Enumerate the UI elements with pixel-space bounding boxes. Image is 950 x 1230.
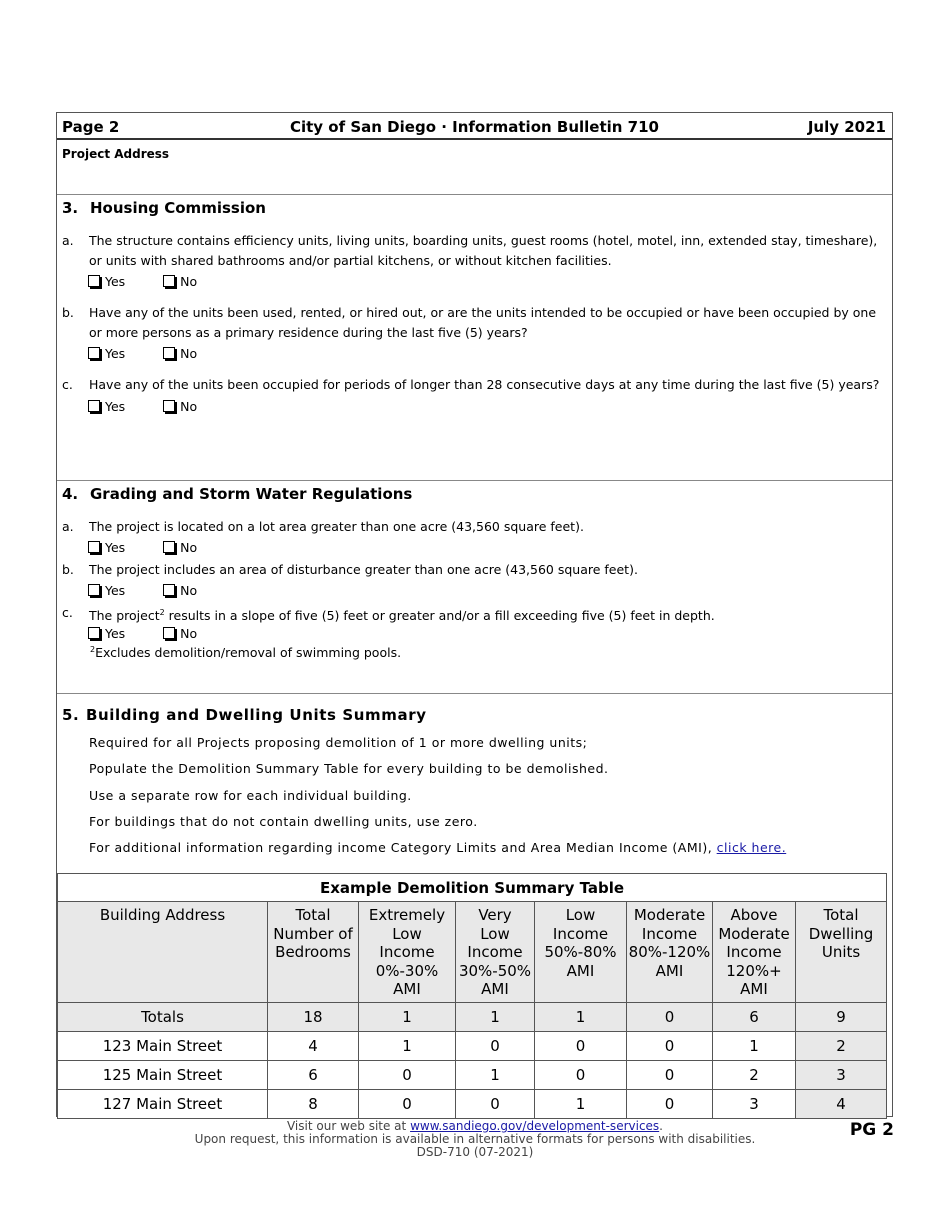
checkbox-icon: [88, 627, 100, 639]
section-5-title: 5. Building and Dwelling Units Summary: [62, 706, 427, 724]
table-cell: 0: [359, 1090, 456, 1119]
footnote: $^2$Excludes demolition/removal of swimming pools.: [90, 645, 402, 661]
yes-checkbox[interactable]: Yes: [88, 583, 125, 598]
instruction-line: Required for all Projects proposing demolition of 1 or more dwelling units;: [89, 735, 588, 750]
column-header: Total Number of Bedrooms: [268, 902, 359, 1003]
checkbox-icon: [163, 627, 175, 639]
checkbox-icon: [88, 347, 100, 359]
table-cell: 0: [627, 1090, 713, 1119]
column-header: Low Income 50%-80% AMI: [535, 902, 627, 1003]
table-header-row: [58, 902, 887, 1003]
table-cell: 3: [796, 1061, 887, 1090]
checkbox-icon: [163, 541, 175, 553]
table-cell: 8: [268, 1090, 359, 1119]
bulletin-page-frame: [56, 112, 893, 1117]
question-4c: c. The project$^2$ results in a slope of five (5) feet or greater and/or a fill exceeding five (5) feet in depth.: [62, 605, 715, 624]
project-address-label: Project Address: [62, 147, 170, 161]
question-4b: b. The project includes an area of disturbance greater than one acre (43,560 square feet).: [62, 562, 638, 577]
ami-info-line: For additional information regarding income Category Limits and Area Median Income (AMI), click here.: [89, 840, 787, 855]
column-header: Extremely Low Income 0%-30% AMI: [359, 902, 456, 1003]
accessibility-note: Upon request, this information is available in alternative formats for persons with disabilities.: [194, 1132, 756, 1146]
bulletin-date: July 2021: [807, 118, 886, 136]
yes-checkbox[interactable]: Yes: [88, 399, 125, 414]
question-3b: b. Have any of the units been used, rented, or hired out, or are the units intended to be occupied or have been occupied by one or more persons as a primary residence during the last five (5) years?: [62, 305, 877, 340]
table-cell: 2: [713, 1061, 796, 1090]
totals-cell: 1: [359, 1003, 456, 1032]
totals-row: [58, 1003, 887, 1032]
yes-no-3b: [88, 346, 231, 361]
table-cell: 0: [456, 1032, 535, 1061]
yes-checkbox[interactable]: Yes: [88, 540, 125, 555]
checkbox-icon: [163, 400, 175, 412]
table-cell: 0: [359, 1061, 456, 1090]
table-cell: 4: [796, 1090, 887, 1119]
table-cell: 1: [456, 1061, 535, 1090]
page-header: [57, 113, 892, 140]
table-cell: 0: [535, 1032, 627, 1061]
checkbox-icon: [88, 584, 100, 596]
building-address-cell: 125 Main Street: [58, 1061, 268, 1090]
table-cell: 0: [627, 1032, 713, 1061]
yes-no-4c: [88, 626, 231, 641]
checkbox-icon: [88, 275, 100, 287]
no-checkbox[interactable]: No: [163, 346, 197, 361]
question-3a: a. The structure contains efficiency units, living units, boarding units, guest rooms (hotel, motel, inn, extended stay, timeshare), or units with shared bathrooms and/or partial kitchens, or without kitchen facilities.: [62, 233, 878, 268]
instruction-line: Populate the Demolition Summary Table for every building to be demolished.: [89, 761, 609, 776]
totals-cell: 9: [796, 1003, 887, 1032]
column-header: Building Address: [58, 902, 268, 1003]
table-cell: 3: [713, 1090, 796, 1119]
yes-checkbox[interactable]: Yes: [88, 626, 125, 641]
table-cell: 6: [268, 1061, 359, 1090]
question-4a: a. The project is located on a lot area greater than one acre (43,560 square feet).: [62, 519, 584, 534]
table-row: [58, 1090, 887, 1119]
yes-no-4a: [88, 540, 231, 555]
checkbox-icon: [88, 400, 100, 412]
ami-click-here-link[interactable]: click here.: [716, 840, 787, 855]
divider: [57, 194, 892, 195]
page-label: PG 2: [849, 1120, 894, 1140]
yes-no-3c: [88, 399, 231, 414]
yes-no-3a: [88, 274, 231, 289]
divider: [57, 480, 892, 481]
page-footer: Visit our web site at www.sandiego.gov/development-services. Upon request, this information is available in alternative formats for persons with disabilities. DSD-710 (07-2021): [0, 1120, 950, 1159]
totals-cell: 18: [268, 1003, 359, 1032]
column-header: Above Moderate Income 120%+ AMI: [713, 902, 796, 1003]
no-checkbox[interactable]: No: [163, 540, 197, 555]
totals-cell: 6: [713, 1003, 796, 1032]
question-3c: c. Have any of the units been occupied for periods of longer than 28 consecutive days at any time during the last five (5) years?: [62, 377, 880, 392]
totals-cell: 0: [627, 1003, 713, 1032]
column-header: Total Dwelling Units: [796, 902, 887, 1003]
table-row: [58, 1061, 887, 1090]
building-address-cell: 127 Main Street: [58, 1090, 268, 1119]
table-cell: 0: [627, 1061, 713, 1090]
instruction-line: Use a separate row for each individual building.: [89, 788, 412, 803]
yes-checkbox[interactable]: Yes: [88, 274, 125, 289]
yes-no-4b: [88, 583, 231, 598]
building-address-cell: 123 Main Street: [58, 1032, 268, 1061]
table-cell: 0: [456, 1090, 535, 1119]
checkbox-icon: [163, 584, 175, 596]
totals-cell: 1: [535, 1003, 627, 1032]
divider: [57, 693, 892, 694]
totals-cell: 1: [456, 1003, 535, 1032]
section-4-title: 4. Grading and Storm Water Regulations: [62, 485, 413, 503]
table-cell: 2: [796, 1032, 887, 1061]
no-checkbox[interactable]: No: [163, 626, 197, 641]
no-checkbox[interactable]: No: [163, 583, 197, 598]
no-checkbox[interactable]: No: [163, 274, 197, 289]
table-cell: 1: [535, 1090, 627, 1119]
checkbox-icon: [163, 275, 175, 287]
page-number: Page 2: [62, 118, 120, 136]
bulletin-title: City of San Diego · Information Bulletin 710: [289, 118, 659, 136]
form-code: DSD-710 (07-2021): [416, 1145, 534, 1159]
website-link[interactable]: www.sandiego.gov/development-services: [410, 1119, 660, 1133]
yes-checkbox[interactable]: Yes: [88, 346, 125, 361]
column-header: Very Low Income 30%-50% AMI: [456, 902, 535, 1003]
table-caption: Example Demolition Summary Table: [58, 874, 887, 902]
table-cell: 0: [535, 1061, 627, 1090]
demolition-summary-table: [57, 873, 887, 1119]
table-cell: 1: [713, 1032, 796, 1061]
totals-label: Totals: [58, 1003, 268, 1032]
checkbox-icon: [163, 347, 175, 359]
table-cell: 1: [359, 1032, 456, 1061]
checkbox-icon: [88, 541, 100, 553]
table-cell: 4: [268, 1032, 359, 1061]
instruction-line: For buildings that do not contain dwelling units, use zero.: [89, 814, 478, 829]
no-checkbox[interactable]: No: [163, 399, 197, 414]
section-3-title: 3. Housing Commission: [62, 199, 266, 217]
column-header: Moderate Income 80%-120% AMI: [627, 902, 713, 1003]
table-row: [58, 1032, 887, 1061]
